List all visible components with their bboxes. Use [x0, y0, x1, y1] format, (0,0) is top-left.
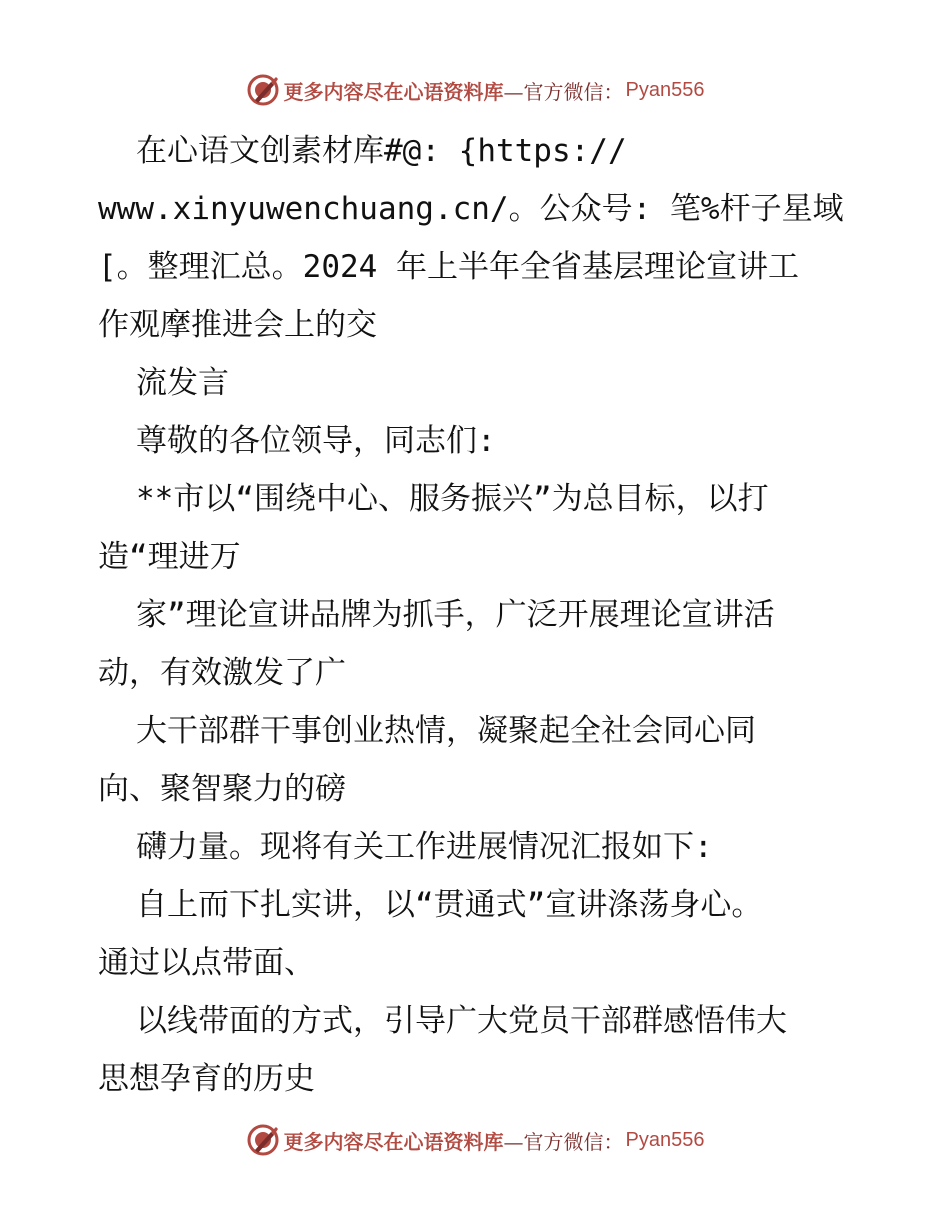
text-line: [。整理汇总。2024 年上半年全省基层理论宣讲工 — [98, 249, 799, 285]
banner-main-text: 更多内容尽在心语资料库 — [283, 1129, 504, 1154]
text-line: 尊敬的各位领导，同志们: — [136, 423, 496, 459]
pen-seal-icon — [246, 1123, 280, 1157]
text-line: 通过以点带面、 — [98, 945, 315, 981]
pen-seal-icon — [246, 73, 280, 107]
banner-main-text: 更多内容尽在心语资料库 — [283, 79, 504, 104]
document-body — [98, 122, 858, 1108]
text-line: **市以“围绕中心、服务振兴”为总目标，以打 — [136, 481, 769, 517]
text-line: 思想孕育的历史 — [98, 1061, 315, 1097]
text-line: 以线带面的方式，引导广大党员干部群感悟伟大 — [136, 1003, 787, 1039]
header-watermark-banner — [0, 70, 950, 110]
text-line: 造“理进万 — [98, 539, 241, 575]
banner-wechat-label: —官方微信： — [503, 79, 624, 104]
text-line: 自上而下扎实讲，以“贯通式”宣讲涤荡身心。 — [136, 887, 763, 923]
text-line: 礴力量。现将有关工作进展情况汇报如下: — [136, 829, 713, 865]
text-line: 大干部群干事创业热情，凝聚起全社会同心同 — [136, 713, 756, 749]
text-line: 作观摩推进会上的交 — [98, 307, 377, 343]
text-line: 动，有效激发了广 — [98, 655, 346, 691]
text-line: 在心语文创素材库#@: {https:// — [136, 133, 627, 169]
text-line: 向、聚智聚力的磅 — [98, 771, 346, 807]
banner-wechat-label: —官方微信： — [503, 1129, 624, 1154]
footer-watermark-banner — [0, 1120, 950, 1160]
text-line: 家”理论宣讲品牌为抓手，广泛开展理论宣讲活 — [136, 597, 775, 633]
text-line: www.xinyuwenchuang.cn/。公众号: 笔%杆子星域 — [98, 191, 844, 227]
text-line: 流发言 — [136, 365, 229, 401]
banner-wechat-id: Pyan556 — [625, 78, 705, 101]
banner-wechat-id: Pyan556 — [625, 1128, 705, 1151]
